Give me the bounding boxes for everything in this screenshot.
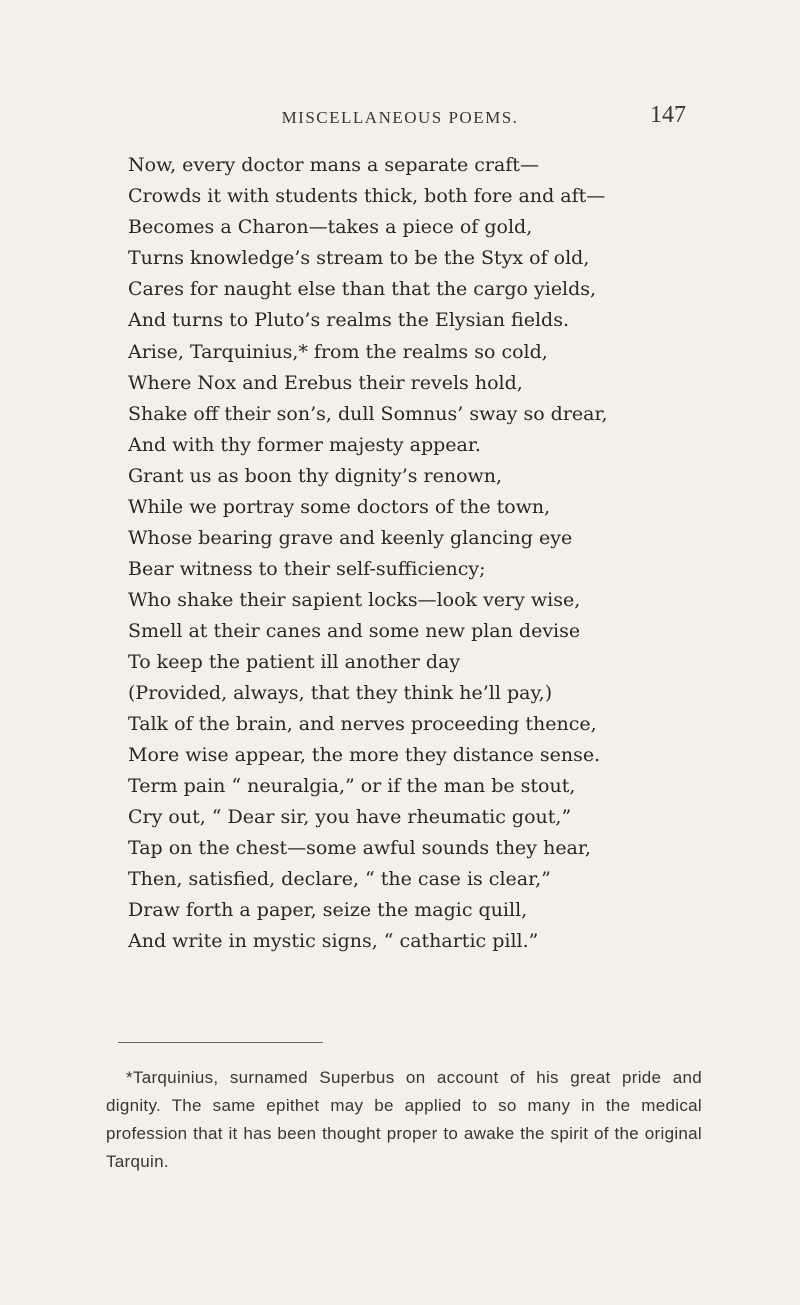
poem-line: Talk of the brain, and nerves proceeding thence, (128, 713, 597, 735)
poem-line: Term pain “ neuralgia,” or if the man be stout, (128, 775, 576, 797)
poem-stanza (128, 337, 748, 957)
poem-line: Turns knowledge’s stream to be the Styx of old, (128, 247, 590, 269)
poem-line: Whose bearing grave and keenly glancing eye (128, 527, 573, 549)
poem-line: And with thy former majesty appear. (128, 434, 481, 456)
poem-line: (Provided, always, that they think he’ll pay,) (128, 682, 553, 704)
poem-line: And turns to Pluto’s realms the Elysian fields. (128, 309, 570, 331)
poem-line: Where Nox and Erebus their revels hold, (128, 372, 523, 394)
poem-line: Arise, Tarquinius,* from the realms so cold, (128, 341, 548, 363)
poem-line: Shake off their son’s, dull Somnus’ sway so drear, (128, 403, 608, 425)
poem-line: To keep the patient ill another day (128, 651, 461, 673)
poem-line: While we portray some doctors of the town, (128, 496, 551, 518)
page-number: 147 (650, 102, 686, 128)
poem-stanza (128, 150, 748, 336)
running-title: MISCELLANEOUS POEMS. (281, 108, 519, 127)
footnote-divider (118, 1042, 323, 1043)
poem-line: Becomes a Charon—takes a piece of gold, (128, 216, 533, 238)
poem-line: Who shake their sapient locks—look very wise, (128, 589, 581, 611)
poem-line: Smell at their canes and some new plan devise (128, 620, 581, 642)
footnote: *Tarquinius, surnamed Superbus on account of his great pride and dignity. The same epithet may be applied to so many in the medical profession that it has been thought proper to awake the spirit of the original Tarquin. (106, 1068, 702, 1171)
poem-line: Then, satisfied, declare, “ the case is clear,” (128, 868, 551, 890)
poem-line: Cry out, “ Dear sir, you have rheumatic gout,” (128, 806, 572, 828)
poem-line: Grant us as boon thy dignity’s renown, (128, 465, 503, 487)
poem-line: Tap on the chest—some awful sounds they hear, (128, 837, 591, 859)
poem-line: Cares for naught else than that the cargo yields, (128, 278, 597, 300)
poem-line: Draw forth a paper, seize the magic quill, (128, 899, 528, 921)
poem-line: And write in mystic signs, “ cathartic pill.” (128, 930, 539, 952)
poem-line: More wise appear, the more they distance sense. (128, 744, 601, 766)
poem-line: Crowds it with students thick, both fore and aft— (128, 185, 606, 207)
running-head (0, 102, 800, 138)
poem-line: Bear witness to their self-sufficiency; (128, 558, 486, 580)
poem-line: Now, every doctor mans a separate craft— (128, 154, 539, 176)
